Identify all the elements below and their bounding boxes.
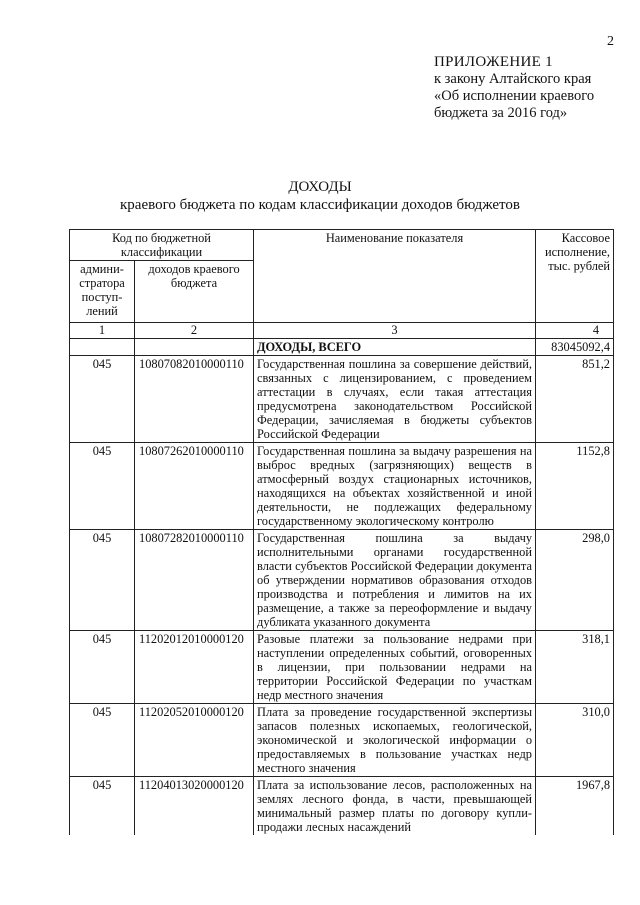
page-number: 2 [607,34,614,49]
column-number-row [70,323,614,339]
column-number: 4 [536,323,614,339]
column-number: 3 [254,323,536,339]
document-title [0,178,640,214]
revenue-table [69,229,614,835]
admin-code: 045 [70,356,135,443]
table-row [70,530,614,631]
admin-code: 045 [70,443,135,530]
table-row [70,704,614,777]
column-number: 2 [135,323,254,339]
amount: 298,0 [536,530,614,631]
indicator-name: Государственная пошлина за выдачу разрешения на выброс вредных (загрязняющих) веществ в атмосферный воздух стационарных источников, находящихся на объектах хозяйственной и иной деятельности, не подлежащих федеральному государственному экологическому контролю [254,443,536,530]
amount: 1967,8 [536,777,614,836]
admin-code: 045 [70,777,135,836]
column-number: 1 [70,323,135,339]
title-subtitle: краевого бюджета по кодам классификации доходов бюджетов [120,197,520,213]
income-code: 10807262010000110 [135,443,254,530]
indicator-name: Плата за проведение государственной экспертизы запасов полезных ископаемых, геологической, экономической и экологической информации о предоставляемых в пользование участках недр местного значения [254,704,536,777]
admin-code: 045 [70,704,135,777]
income-code: 11202052010000120 [135,704,254,777]
total-amount: 83045092,4 [536,339,614,356]
income-code: 10807282010000110 [135,530,254,631]
admin-code: 045 [70,530,135,631]
amount: 318,1 [536,631,614,704]
header-amount: Кассовое исполнение, тыс. рублей [536,230,614,323]
amount: 310,0 [536,704,614,777]
amount: 851,2 [536,356,614,443]
amount: 1152,8 [536,443,614,530]
table-row [70,356,614,443]
appendix-heading: ПРИЛОЖЕНИЕ 1 [434,54,553,70]
admin-code: 045 [70,631,135,704]
indicator-name: Государственная пошлина за выдачу исполнительными органами государственной власти субъектов Российской Федерации документа об утверждении нормативов образования отходов производства и потребления и лимитов на их размещение, а также за переоформление и выдачу дубликата указанного документа [254,530,536,631]
indicator-name: Разовые платежи за пользование недрами при наступлении определенных событий, оговоренных в лицензии, при пользовании недрами на территории Российской Федерации по участкам недр местного значения [254,631,536,704]
income-code: 10807082010000110 [135,356,254,443]
header-code-group: Код по бюджетной классификации [70,230,254,261]
indicator-name: Плата за использование лесов, расположенных на землях лесного фонда, в части, превышающей минимальный размер платы по договору купли-продажи лесных насаждений [254,777,536,836]
appendix-line: к закону Алтайского края [434,71,592,87]
appendix-block [434,54,634,122]
table-row [70,631,614,704]
indicator-name: Государственная пошлина за совершение действий, связанных с лицензированием, с проведением аттестации в случаях, если такая аттестация предусмотрена законодательством Российской Федерации, зачисляемая в бюджеты субъектов Российской Федерации [254,356,536,443]
income-code: 11204013020000120 [135,777,254,836]
appendix-line: «Об исполнении краевого [434,88,595,104]
table-header-row [70,230,614,261]
total-row [70,339,614,356]
total-label: ДОХОДЫ, ВСЕГО [254,339,536,356]
title-main: ДОХОДЫ [288,179,352,195]
header-admin: админи-стратора поступ-лений [70,261,135,323]
appendix-line: бюджета за 2016 год» [434,105,568,121]
table-row [70,443,614,530]
income-code: 11202012010000120 [135,631,254,704]
table-row [70,777,614,836]
header-name: Наименование показателя [254,230,536,323]
header-income-code: доходов краевого бюджета [135,261,254,323]
